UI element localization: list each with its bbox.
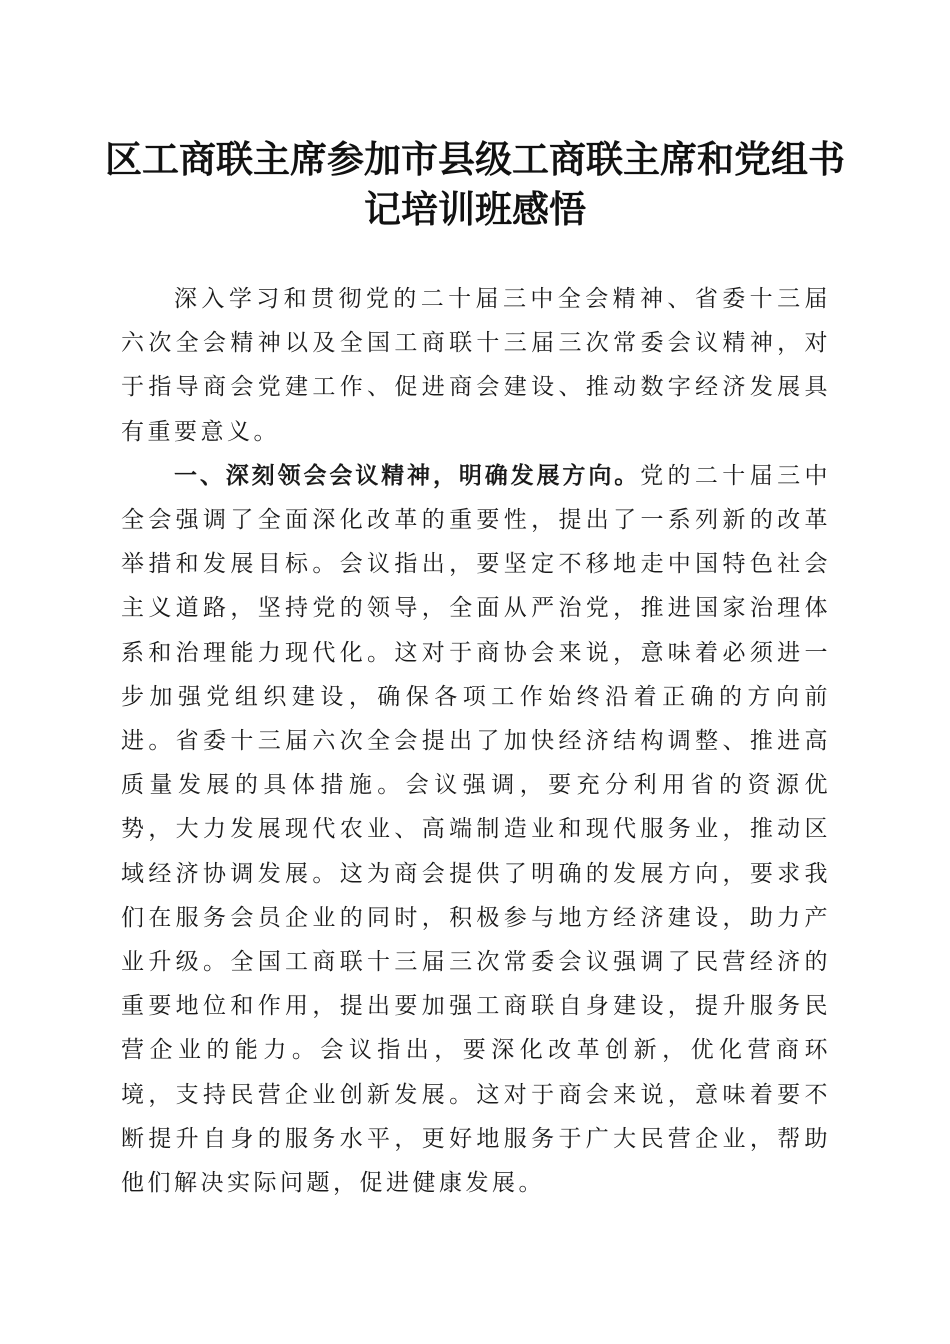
paragraph-text: 深入学习和贯彻党的二十届三中全会精神、省委十三届六次全会精神以及全国工商联十三届三次常委会议精神，对于指导商会党建工作、促进商会建设、推动数字经济发展具有重要意义。 — [121, 286, 831, 445]
paragraph-section-one — [121, 454, 831, 1205]
paragraph-text: 党的二十届三中全会强调了全面深化改革的重要性，提出了一系列新的改革举措和发展目标。会议指出，要坚定不移地走中国特色社会主义道路，坚持党的领导，全面从严治党，推进国家治理体系和治理能力现代化。这对于商协会来说，意味着必须进一步加强党组织建设，确保各项工作始终沿着正确的方向前进。省委十三届六次全会提出了加快经济结构调整、推进高质量发展的具体措施。会议强调，要充分利用省的资源优势，大力发展现代农业、高端制造业和现代服务业，推动区域经济协调发展。这为商会提供了明确的发展方向，要求我们在服务会员企业的同时，积极参与地方经济建设，助力产业升级。全国工商联十三届三次常委会议强调了民营经济的重要地位和作用，提出要加强工商联自身建设，提升服务民营企业的能力。会议指出，要深化改革创新，优化营商环境，支持民营企业创新发展。这对于商会来说，意味着要不断提升自身的服务水平，更好地服务于广大民营企业，帮助他们解决实际问题，促进健康发展。 — [121, 462, 832, 1197]
document-body — [121, 277, 831, 1205]
section-heading: 一、深刻领会会议精神，明确发展方向。 — [174, 462, 641, 489]
document-title: 区工商联主席参加市县级工商联主席和党组书记培训班感悟 — [105, 137, 845, 231]
paragraph-intro — [121, 277, 831, 454]
